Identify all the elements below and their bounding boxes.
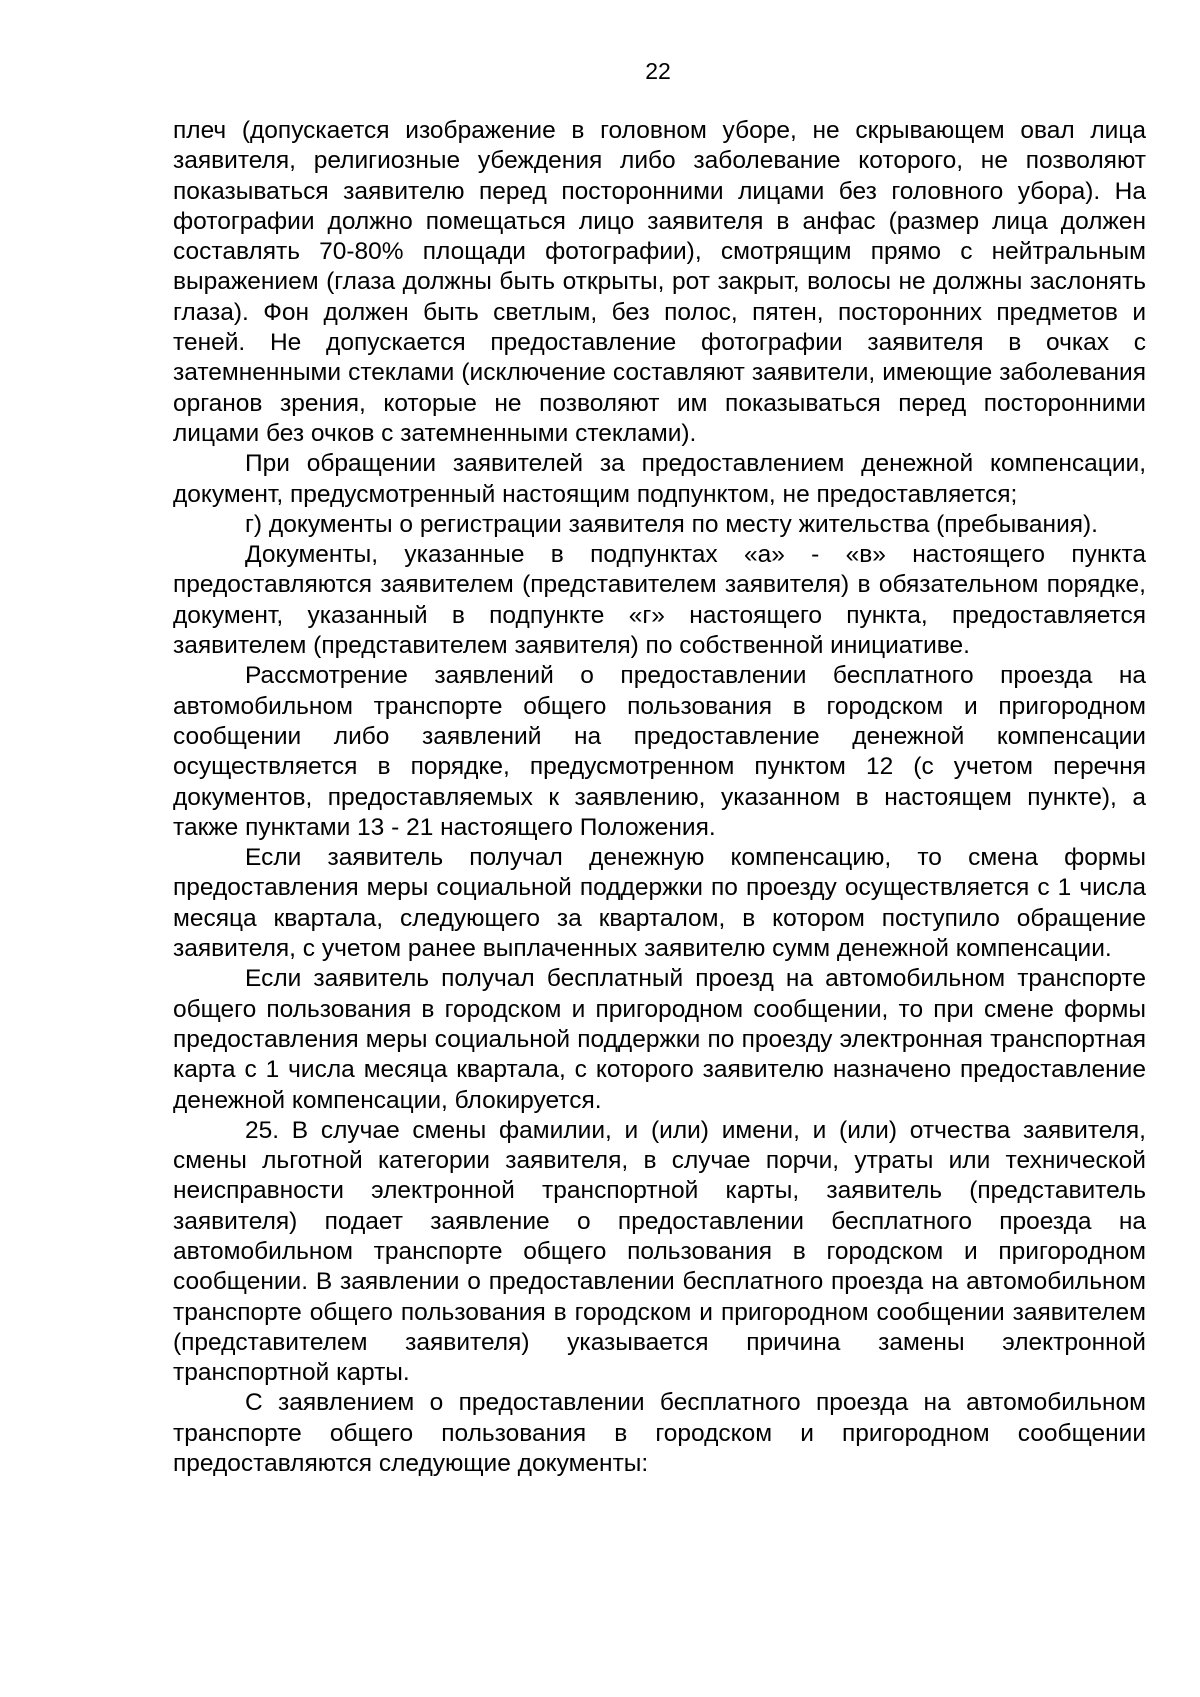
paragraph-item-25: 25. В случае смены фамилии, и (или) имени, и (или) отчества заявителя, смены льготной категории заявителя, в случае порчи, утраты или технической неисправности электронной транспортной карты, заявитель (представитель заявителя) подает заявление о предоставлении бесплатного проезда на автомобильном транспорте общего пользования в городском и пригородном сообщении. В заявлении о предоставлении бесплатного проезда на автомобильном транспорте общего пользования в городском и пригородном сообщении заявителем (представителем заявителя) указывается причина замены электронной транспортной карты. xyxy=(173,1116,1146,1387)
paragraph-required-documents: С заявлением о предоставлении бесплатного проезда на автомобильном транспорте общего пользования в городском и пригородном сообщении предоставляются следующие документы: xyxy=(173,1389,1146,1478)
paragraph-application-review: Рассмотрение заявлений о предоставлении бесплатного проезда на автомобильном транспорте общего пользования в городском и пригородном сообщении либо заявлений на предоставление денежной компенсации осуществляется в порядке, предусмотренном пунктом 12 (с учетом перечня документов, предоставляемых к заявлению, указанном в настоящем пункте), а также пунктами 13 - 21 настоящего Положения. xyxy=(173,662,1146,841)
paragraph-documents-obligation: Документы, указанные в подпунктах «а» - «в» настоящего пункта предоставляются заявителем (представителем заявителя) в обязательном порядке, документ, указанный в подпункте «г» настоящего пункта, предоставляется заявителем (представителем заявителя) по собственной инициативе. xyxy=(173,541,1146,660)
paragraph-registration-documents: г) документы о регистрации заявителя по месту жительства (пребывания). xyxy=(245,510,1098,538)
paragraph-compensation-change: Если заявитель получал денежную компенсацию, то смена формы предоставления меры социальной поддержки по проезду осуществляется с 1 числа месяца квартала, следующего за кварталом, в котором поступило обращение заявителя, с учетом ранее выплаченных заявителю сумм денежной компенсации. xyxy=(173,844,1146,963)
paragraph-compensation-exception: При обращении заявителей за предоставлением денежной компенсации, документ, предусмотренный настоящим подпунктом, не предоставляется; xyxy=(173,450,1146,508)
page-number: 22 xyxy=(645,58,671,84)
paragraph-card-blocking: Если заявитель получал бесплатный проезд на автомобильном транспорте общего пользования в городском и пригородном сообщении, то при смене формы предоставления меры социальной поддержки по проезду электронная транспортная карта с 1 числа месяца квартала, с которого заявителю назначено предоставление денежной компенсации, блокируется. xyxy=(173,965,1146,1114)
document-body xyxy=(173,116,1146,1479)
paragraph-photo-requirements: плеч (допускается изображение в головном уборе, не скрывающем овал лица заявителя, религиозные убеждения либо заболевание которого, не позволяют показываться заявителю перед посторонними лицами без головного убора). На фотографии должно помещаться лицо заявителя в анфас (размер лица должен составлять 70-80% площади фотографии), смотрящим прямо с нейтральным выражением (глаза должны быть открыты, рот закрыт, волосы не должны заслонять глаза). Фон должен быть светлым, без полос, пятен, посторонних предметов и теней. Не допускается предоставление фотографии заявителя в очках с затемненными стеклами (исключение составляют заявители, имеющие заболевания органов зрения, которые не позволяют им показываться перед посторонними лицами без очков с затемненными стеклами). xyxy=(173,117,1146,447)
